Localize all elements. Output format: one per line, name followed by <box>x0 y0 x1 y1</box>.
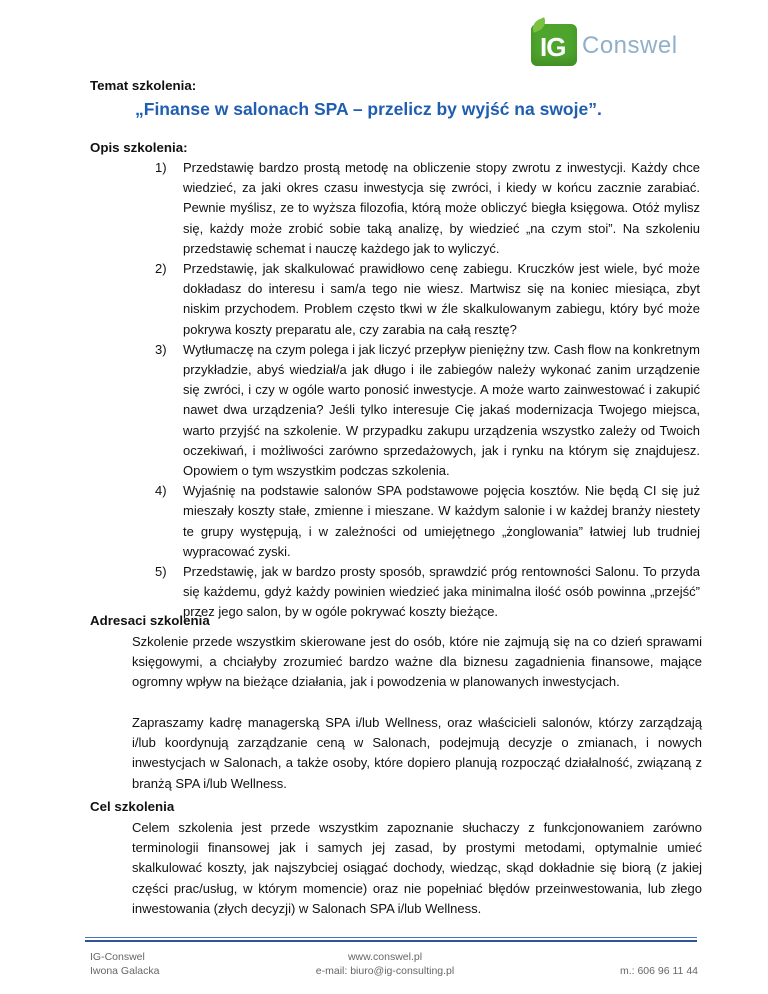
description-label: Opis szkolenia: <box>90 140 188 155</box>
list-item <box>155 259 700 340</box>
logo-badge <box>531 24 577 66</box>
company-logo <box>525 20 715 70</box>
footer-left <box>90 950 159 978</box>
list-text: Wyjaśnię na podstawie salonów SPA podstawowe pojęcia kosztów. Nie będą CI się już mieszały koszty stałe, zmienne i mieszane. W każdym salonie i w każdej branży niestety te grupy występują, i w zależności od umiejętnego „żonglowania” łatwiej lub trudniej wypracować zyski. <box>183 483 700 559</box>
footer-website[interactable]: www.conswel.pl <box>347 951 423 963</box>
footer-company: IG-Conswel <box>90 951 145 963</box>
audience-paragraph-1: Szkolenie przede wszystkim skierowane jest do osób, które nie zajmują się na co dzień sprawami księgowymi, a chciałyby zrozumieć bardzo ważne dla biznesu zagadnienia finansowe, mające ogromny wpływ na bieżące działania, jak i powodzenia w planowanych inwestycjach. <box>132 634 702 690</box>
list-item <box>155 562 700 623</box>
description-list <box>155 158 700 623</box>
list-number: 2) <box>155 261 167 277</box>
list-item <box>155 481 700 562</box>
list-text: Przedstawię, jak w bardzo prosty sposób, sprawdzić próg rentowności Salonu. To przyda się każdemu, gdyż każdy powinien wiedzieć jaka minimalna ilość osób powinna „przejść” przez jego salon, by w ogóle pokrywać koszty bieżące. <box>183 564 700 620</box>
logo-wordmark: Conswel <box>582 32 678 59</box>
list-text: Wytłumaczę na czym polega i jak liczyć przepływ pieniężny tzw. Cash flow na konkretnym przykładzie, abyś wiedział/a jak długo i ile zabiegów należy wykonać zanim urządzenie się zwróci, i czy w ogóle warto ponosić inwestycje. A może warto zainwestować i zakupić nawet dwa urządzenia? Jeśli tylko interesuje Cię jakaś modernizacja Twojego miejsca, warto przyjść na szkolenie. W przypadku zakupu urządzenia wszystko zależy od Twoich oczekiwań, i możliwości zarówno sprzedażowych, jak i rynku na którym się znajdujesz. Opowiem o tym wszystkim podczas szkolenia. <box>183 341 700 479</box>
list-number: 5) <box>155 564 167 580</box>
audience-paragraph-2: Zapraszamy kadrę managerską SPA i/lub Wellness, oraz właścicieli salonów, którzy zarządzają i/lub koordynują zarządzanie ceną w Salonach, podejmują decyzje o zmianach, i nowych inwestycjach w Salonach, a także osoby, które dopiero planują rozpocząć działalność, związaną z branżą SPA i/lub Wellness. <box>132 715 702 791</box>
leaf-icon <box>530 17 549 33</box>
footer-person: Iwona Galacka <box>90 965 160 977</box>
audience-label: Adresaci szkolenia <box>90 613 210 628</box>
list-text: Przedstawię, jak skalkulować prawidłowo cenę zabiegu. Kruczków jest wiele, być może dokładasz do interesu i sam/a tego nie wiesz. Martwisz się na koniec miesiąca, zbyt niskim przychodem. Problem często tkwi w źle skalkulowanym zabiegu, który być może pokrywa koszty preparatu ale, czy zarabia na całą resztę? <box>183 261 700 337</box>
goal-paragraph: Celem szkolenia jest przede wszystkim zapoznanie słuchaczy z funkcjonowaniem zarówno terminologii finansowej jak i samych jej zasad, by prostymi metodami, optymalnie umieć skalkulować koszty, jak najszybciej osiągać dochody, wiedząc, skąd dokładnie się biorą (z jakiej części prac/usług, w którym momencie) oraz nie popełniać błędów przeinwestowania, lub złego inwestowania (złych decyzji) w Salonach SPA i/lub Wellness. <box>132 820 702 916</box>
list-number: 1) <box>155 160 167 175</box>
footer-email[interactable]: e-mail: biuro@ig-consulting.pl <box>315 965 455 977</box>
page-title: „Finanse w salonach SPA – przelicz by wyjść na swoje”. <box>135 99 602 119</box>
topic-label: Temat szkolenia: <box>90 78 197 93</box>
goal-label: Cel szkolenia <box>90 799 175 814</box>
list-number: 4) <box>155 483 167 499</box>
list-item <box>155 158 700 259</box>
logo-mark: IG <box>540 32 566 62</box>
footer-center <box>300 950 470 978</box>
footer-divider <box>85 937 697 938</box>
footer-phone: m.: 606 96 11 44 <box>619 965 698 977</box>
list-item <box>155 340 700 481</box>
list-text: Przedstawię bardzo prostą metodę na obliczenie stopy zwrotu z inwestycji. Każdy chce wiedzieć, za jaki okres czasu inwestycja się zwróci, i kiedy w końcu zacznie zarabiać. Pewnie myślisz, ze to wyższa filozofia, którą może obliczyć biegła księgowa. Otóż mylisz się, każdy może zrobić sobie taką analizę, by wiedzieć „na czym stoi”. Na szkoleniu przedstawię schemat i nauczę każdego jak to wyliczyć. <box>183 160 700 256</box>
footer-divider <box>85 940 697 942</box>
list-number: 3) <box>155 341 167 357</box>
